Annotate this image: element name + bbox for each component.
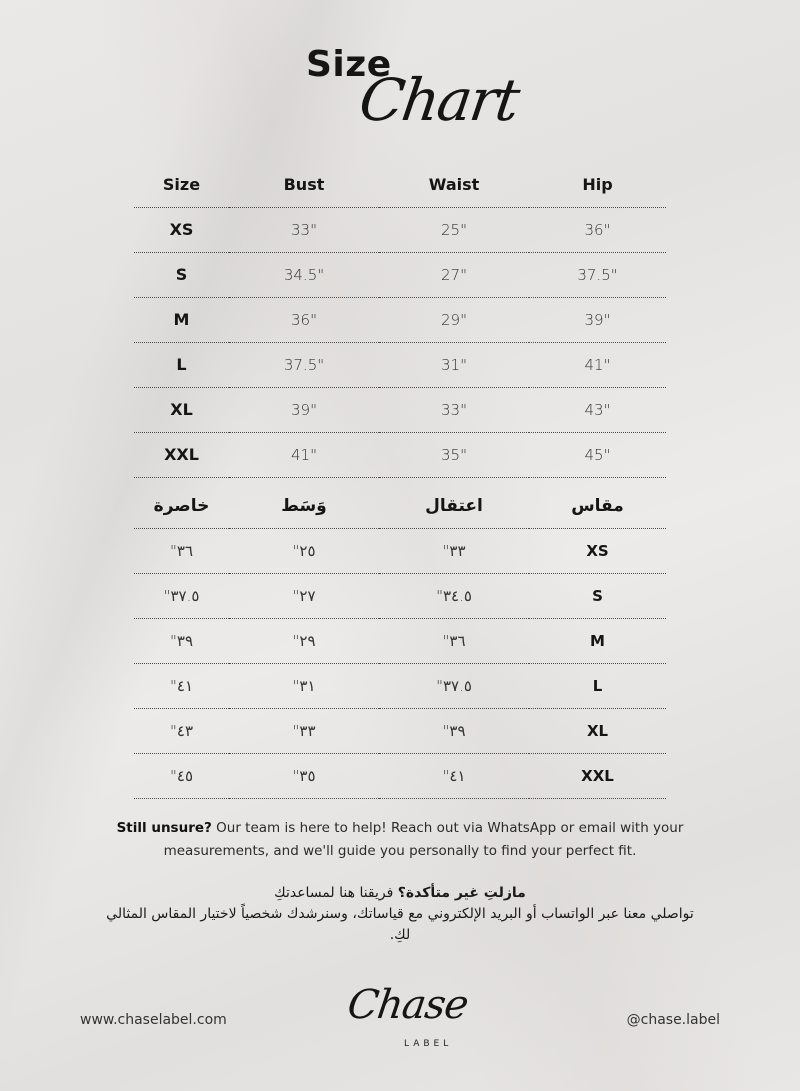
help-note-arabic-line1 (100, 883, 700, 904)
help-note-arabic-text1: فريقنا هنا لمساعدتكِ (274, 885, 398, 901)
help-note-arabic (100, 883, 700, 946)
help-note-arabic-bold: مازلتِ غير متأكدة؟ (397, 885, 526, 901)
header-bust-ar: اعتقال (379, 484, 529, 528)
hip-cell: 41" (529, 342, 666, 387)
table-row (134, 297, 666, 342)
bust-cell: ٣٣" (379, 528, 529, 573)
social-handle[interactable]: @chase.label (626, 1012, 720, 1028)
bust-cell: 39" (229, 387, 379, 432)
hip-cell: 45" (529, 432, 666, 477)
hip-cell: ٣٦" (134, 528, 229, 573)
table-row (134, 387, 666, 432)
bust-cell: 36" (229, 297, 379, 342)
bust-cell: 34.5" (229, 252, 379, 297)
bust-cell: ٣٤.٥" (379, 573, 529, 618)
header-hip: Hip (529, 163, 666, 207)
table-header-row (134, 484, 666, 528)
bust-cell: 37.5" (229, 342, 379, 387)
waist-cell: ٣٣" (229, 708, 379, 753)
website-link[interactable]: www.chaselabel.com (80, 1012, 227, 1028)
header-hip-ar: خاصرة (134, 484, 229, 528)
table-row (134, 207, 666, 252)
header-size: Size (134, 163, 229, 207)
hip-cell: 36" (529, 207, 666, 252)
hip-cell: ٤١" (134, 663, 229, 708)
brand-logo (340, 982, 470, 1057)
size-cell: L (134, 342, 229, 387)
waist-cell: 27" (379, 252, 529, 297)
bust-cell: ٤١" (379, 753, 529, 798)
hip-cell: 43" (529, 387, 666, 432)
table-row (134, 663, 666, 708)
help-note-english-bold: Still unsure? (116, 820, 212, 836)
help-note-english (100, 817, 700, 863)
hip-cell: ٤٣" (134, 708, 229, 753)
table-row (134, 252, 666, 297)
table-row (134, 342, 666, 387)
waist-cell: ٢٩" (229, 618, 379, 663)
size-cell: M (529, 618, 666, 663)
size-cell: XS (134, 207, 229, 252)
bust-cell: ٣٩" (379, 708, 529, 753)
header-size-ar: مقاس (529, 484, 666, 528)
waist-cell: 35" (379, 432, 529, 477)
table-header-row (134, 163, 666, 207)
logo-subtitle: LABEL (404, 1039, 453, 1049)
bust-cell: 41" (229, 432, 379, 477)
table-row (134, 708, 666, 753)
bust-cell: 33" (229, 207, 379, 252)
waist-cell: 31" (379, 342, 529, 387)
english-size-table (134, 163, 666, 478)
table-row (134, 618, 666, 663)
size-cell: S (529, 573, 666, 618)
table-row (134, 573, 666, 618)
size-cell: XXL (134, 432, 229, 477)
table-row (134, 432, 666, 477)
bust-cell: ٣٦" (379, 618, 529, 663)
size-cell: S (134, 252, 229, 297)
logo-script: Chase (344, 982, 471, 1028)
arabic-size-table (134, 484, 666, 799)
help-note-english-text: Our team is here to help! Reach out via WhatsApp or email with your measurements, and we'll guide you personally to find your perfect fit. (163, 820, 684, 859)
size-cell: XS (529, 528, 666, 573)
header-waist: Waist (379, 163, 529, 207)
waist-cell: 33" (379, 387, 529, 432)
table-row (134, 528, 666, 573)
hip-cell: 37.5" (529, 252, 666, 297)
title-size: Size (306, 44, 392, 85)
size-cell: XXL (529, 753, 666, 798)
size-cell: M (134, 297, 229, 342)
hip-cell: ٣٧.٥" (134, 573, 229, 618)
hip-cell: ٤٥" (134, 753, 229, 798)
size-cell: L (529, 663, 666, 708)
title-chart-script: Chart (355, 66, 523, 134)
waist-cell: ٣٥" (229, 753, 379, 798)
header-bust: Bust (229, 163, 379, 207)
header-waist-ar: وَسَط (229, 484, 379, 528)
table-row (134, 753, 666, 798)
hip-cell: 39" (529, 297, 666, 342)
waist-cell: 25" (379, 207, 529, 252)
waist-cell: 29" (379, 297, 529, 342)
help-note-arabic-text2: تواصلي معنا عبر الواتساب أو البريد الإلكتروني مع قياساتك، وسنرشدك شخصياً لاختيار المقاس المثالي لكِ. (106, 906, 694, 943)
waist-cell: ٢٧" (229, 573, 379, 618)
size-cell: XL (134, 387, 229, 432)
hip-cell: ٣٩" (134, 618, 229, 663)
waist-cell: ٢٥" (229, 528, 379, 573)
page-title (0, 0, 800, 150)
size-cell: XL (529, 708, 666, 753)
bust-cell: ٣٧.٥" (379, 663, 529, 708)
waist-cell: ٣١" (229, 663, 379, 708)
